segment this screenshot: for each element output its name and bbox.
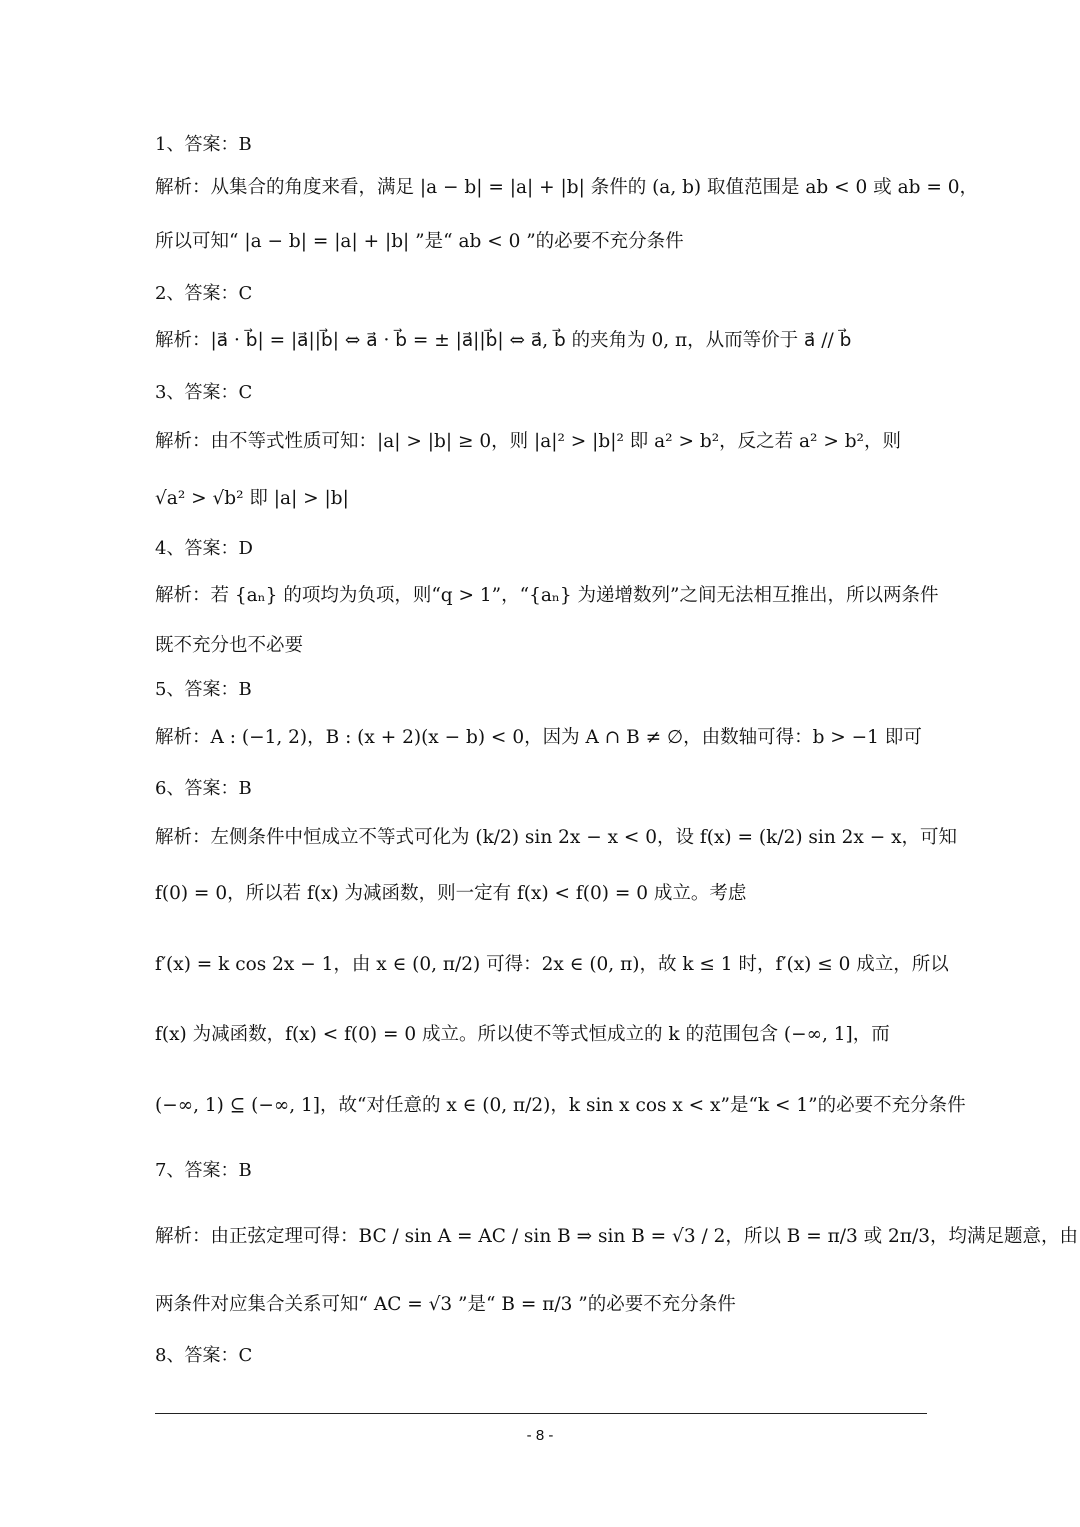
answer-7-analysis-line-1: 解析：由正弦定理可得：BC / sin A = AC / sin B ⇒ sin B = √3 / 2，所以 B = π/3 或 2π/3，均满足题意，由 (155, 1226, 1078, 1247)
answer-4-analysis-line-1: 解析：若 {aₙ} 的项均为负项，则“q > 1”，“{aₙ} 为递增数列”之间无法相互推出，所以两条件 (155, 585, 939, 606)
answer-7-analysis-line-2: 两条件对应集合关系可知“ AC = √3 ”是“ B = π/3 ”的必要不充分条件 (155, 1294, 736, 1315)
answer-4-analysis-line-2: 既不充分也不必要 (155, 635, 304, 656)
answer-6-analysis-line-2: f(0) = 0，所以若 f(x) 为减函数，则一定有 f(x) < f(0) = 0 成立。考虑 (155, 883, 747, 904)
answer-5-analysis-line-1: 解析：A : (−1, 2)，B : (x + 2)(x − b) < 0，因为 A ∩ B ≠ ∅，由数轴可得：b > −1 即可 (155, 727, 922, 748)
answer-7-heading: 7、答案：B (155, 1160, 252, 1181)
answer-8-heading: 8、答案：C (155, 1345, 253, 1366)
answer-5-heading: 5、答案：B (155, 679, 252, 700)
footer-divider (155, 1413, 927, 1414)
answer-6-analysis-line-5: (−∞, 1) ⊆ (−∞, 1]，故“对任意的 x ∈ (0, π/2)，k sin x cos x < x”是“k < 1”的必要不充分条件 (155, 1095, 966, 1116)
answer-3-analysis-line-2: √a² > √b² 即 |a| > |b| (155, 488, 349, 509)
answer-1-heading: 1、答案：B (155, 134, 252, 155)
answer-2-heading: 2、答案：C (155, 283, 253, 304)
answer-6-heading: 6、答案：B (155, 778, 252, 799)
answer-6-analysis-line-3: f′(x) = k cos 2x − 1，由 x ∈ (0, π/2) 可得：2x ∈ (0, π)，故 k ≤ 1 时，f′(x) ≤ 0 成立，所以 (155, 954, 949, 975)
answer-6-analysis-line-1: 解析：左侧条件中恒成立不等式可化为 (k/2) sin 2x − x < 0，设 f(x) = (k/2) sin 2x − x，可知 (155, 827, 958, 848)
answer-3-heading: 3、答案：C (155, 382, 253, 403)
answer-1-analysis-line-2: 所以可知“ |a − b| = |a| + |b| ”是“ ab < 0 ”的必要不充分条件 (155, 231, 684, 252)
page-number: - 8 - (526, 1427, 554, 1444)
answer-2-analysis-line-1: 解析：|a⃗ · b⃗| = |a⃗||b⃗| ⇔ a⃗ · b⃗ = ± |a⃗||b⃗| ⇔ a⃗, b⃗ 的夹角为 0, π，从而等价于 a⃗ // b⃗ (155, 330, 852, 351)
answer-1-analysis-line-1: 解析：从集合的角度来看，满足 |a − b| = |a| + |b| 条件的 (a, b) 取值范围是 ab < 0 或 ab = 0， (155, 177, 978, 198)
answer-4-heading: 4、答案：D (155, 538, 253, 559)
answer-3-analysis-line-1: 解析：由不等式性质可知：|a| > |b| ≥ 0，则 |a|² > |b|² 即 a² > b²，反之若 a² > b²，则 (155, 431, 901, 452)
answer-6-analysis-line-4: f(x) 为减函数，f(x) < f(0) = 0 成立。所以使不等式恒成立的 k 的范围包含 (−∞, 1]，而 (155, 1024, 890, 1045)
